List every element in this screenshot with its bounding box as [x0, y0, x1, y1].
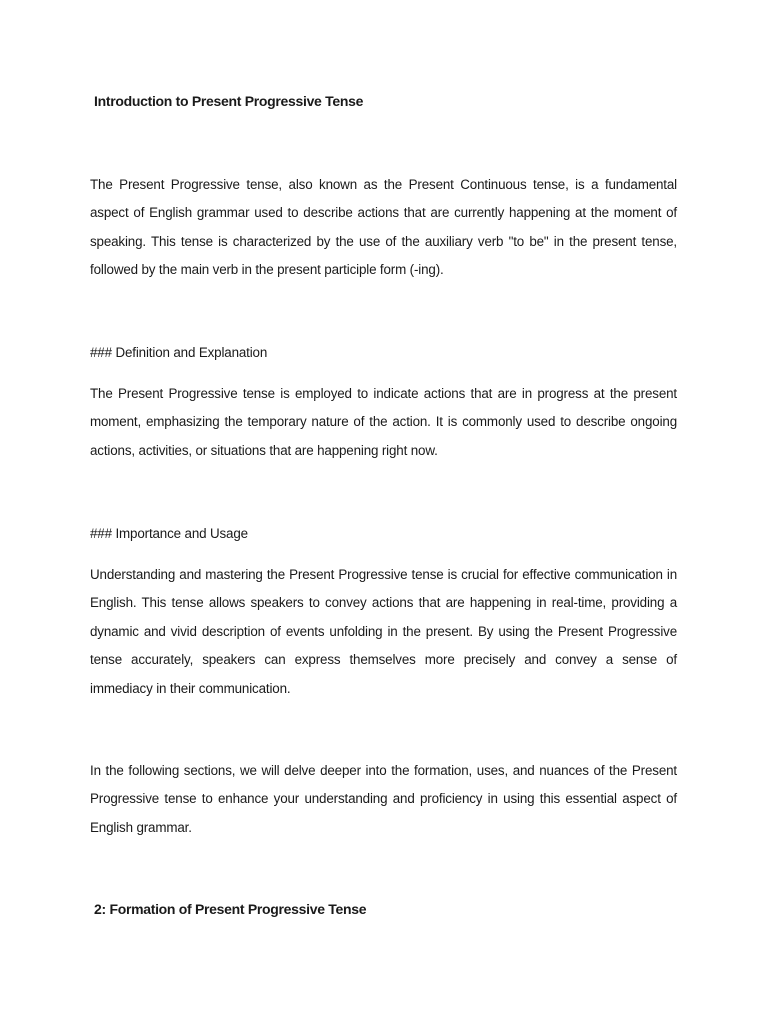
section-2-heading: 2: Formation of Present Progressive Tense	[94, 901, 367, 917]
importance-paragraph: Understanding and mastering the Present Progressive tense is crucial for effective communication in English. This tense allows speakers to convey actions that are happening in real-time, providing a dynamic and vivid description of events unfolding in the present. By using the Present Progressive tense accurately, speakers can express themselves more precisely and convey a sense of immediacy in their communication.	[90, 567, 677, 696]
definition-heading: ### Definition and Explanation	[90, 345, 268, 360]
intro-paragraph: The Present Progressive tense, also known as the Present Continuous tense, is a fundamental aspect of English grammar used to describe actions that are currently happening at the moment of speaking. This tense is characterized by the use of the auxiliary verb "to be" in the present tense, followed by the main verb in the present participle form (-ing).	[90, 177, 677, 278]
page-title: Introduction to Present Progressive Tense	[94, 93, 364, 109]
definition-paragraph: The Present Progressive tense is employed to indicate actions that are in progress at the present moment, emphasizing the temporary nature of the action. It is commonly used to describe ongoing actions, activities, or situations that are happening right now.	[90, 386, 677, 458]
importance-heading: ### Importance and Usage	[90, 526, 248, 541]
following-paragraph: In the following sections, we will delve deeper into the formation, uses, and nuances of the Present Progressive tense to enhance your understanding and proficiency in using this essential aspect of English grammar.	[90, 763, 677, 835]
